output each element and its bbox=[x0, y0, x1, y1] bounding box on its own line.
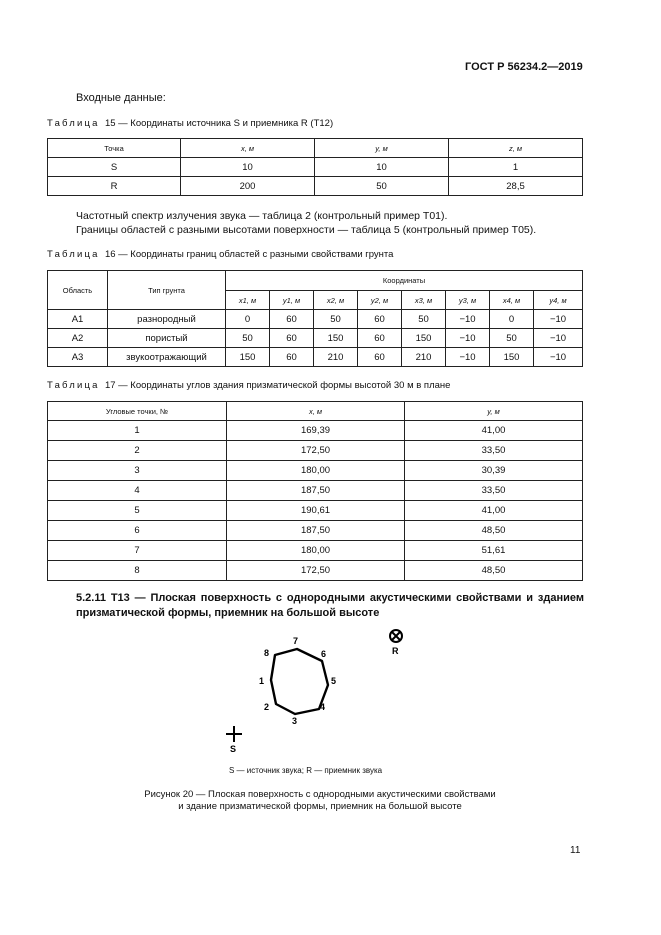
table-cell: 60 bbox=[270, 329, 314, 348]
document-code: ГОСТ Р 56234.2—2019 bbox=[465, 61, 583, 73]
table-cell: 187,50 bbox=[227, 481, 405, 501]
figure-legend: S — источник звука; R — приемник звука bbox=[229, 766, 383, 775]
table-cell: 0 bbox=[226, 310, 270, 329]
table-cell: −10 bbox=[446, 310, 490, 329]
table17 bbox=[47, 401, 583, 581]
table-cell: A2 bbox=[48, 329, 108, 348]
table-row bbox=[48, 329, 583, 348]
table-cell: 28,5 bbox=[449, 177, 583, 196]
table-cell: 50 bbox=[314, 310, 358, 329]
table-row bbox=[48, 521, 583, 541]
table15-header: x, м bbox=[181, 139, 315, 158]
vertex-label: 3 bbox=[292, 716, 298, 726]
table-cell: 8 bbox=[48, 561, 227, 581]
table-cell: −10 bbox=[534, 310, 583, 329]
table-cell: пористый bbox=[108, 329, 226, 348]
table-cell: 150 bbox=[226, 348, 270, 367]
vertex-label: 1 bbox=[259, 676, 265, 686]
table-cell: 150 bbox=[314, 329, 358, 348]
table-cell: 210 bbox=[402, 348, 446, 367]
table17-header: y, м bbox=[405, 402, 583, 421]
table16-subheader: x2, м bbox=[314, 291, 358, 310]
table-row bbox=[48, 481, 583, 501]
table-row bbox=[48, 541, 583, 561]
table-cell: −10 bbox=[446, 348, 490, 367]
table-cell: 1 bbox=[449, 158, 583, 177]
table-cell: разнородный bbox=[108, 310, 226, 329]
table-cell: 5 bbox=[48, 501, 227, 521]
table-cell: A3 bbox=[48, 348, 108, 367]
vertex-label: 5 bbox=[331, 676, 337, 686]
table17-header: Угловые точки, № bbox=[48, 402, 227, 421]
table16-header-type: Тип грунта bbox=[108, 271, 226, 310]
source-label: S bbox=[230, 744, 237, 754]
table16-caption bbox=[47, 249, 393, 260]
table-cell: S bbox=[48, 158, 181, 177]
table-row bbox=[48, 461, 583, 481]
table-cell: 41,00 bbox=[405, 501, 583, 521]
figure-20 bbox=[210, 625, 430, 755]
table-cell: 4 bbox=[48, 481, 227, 501]
table-cell: −10 bbox=[446, 329, 490, 348]
table-cell: 190,61 bbox=[227, 501, 405, 521]
table-cell: 50 bbox=[315, 177, 449, 196]
table15-caption bbox=[47, 118, 333, 129]
table16-subheader: y2, м bbox=[358, 291, 402, 310]
table-cell: 200 bbox=[181, 177, 315, 196]
table-cell: 180,00 bbox=[227, 461, 405, 481]
table-row bbox=[48, 561, 583, 581]
table-cell: 60 bbox=[358, 310, 402, 329]
table-cell: R bbox=[48, 177, 181, 196]
table17-header: x, м bbox=[227, 402, 405, 421]
table16-subheader: x4, м bbox=[490, 291, 534, 310]
table-cell: 187,50 bbox=[227, 521, 405, 541]
table15-prefix: Таблица bbox=[47, 118, 100, 129]
page-number: 11 bbox=[570, 845, 581, 856]
table16-title: 16 — Координаты границ областей с разными свойствами грунта bbox=[104, 249, 394, 260]
table-cell: A1 bbox=[48, 310, 108, 329]
table-cell: 0 bbox=[490, 310, 534, 329]
table-cell: 6 bbox=[48, 521, 227, 541]
table-cell: 10 bbox=[181, 158, 315, 177]
table-cell: −10 bbox=[534, 329, 583, 348]
table-row bbox=[48, 348, 583, 367]
table-cell: 60 bbox=[270, 310, 314, 329]
table16-prefix: Таблица bbox=[47, 249, 100, 260]
receiver-label: R bbox=[392, 646, 399, 656]
table16-subheader: y4, м bbox=[534, 291, 583, 310]
vertex-label: 8 bbox=[264, 648, 270, 658]
table-row bbox=[48, 310, 583, 329]
paragraph-boundaries: Границы областей с разными высотами поверхности — таблица 5 (контрольный пример T05). bbox=[76, 224, 537, 236]
table16-subheader: x1, м bbox=[226, 291, 270, 310]
vertex-label: 2 bbox=[264, 702, 270, 712]
table-cell: 51,61 bbox=[405, 541, 583, 561]
table-cell: 48,50 bbox=[405, 521, 583, 541]
figure-caption bbox=[120, 789, 520, 813]
table-cell: 150 bbox=[490, 348, 534, 367]
table-cell: 2 bbox=[48, 441, 227, 461]
table15-header: z, м bbox=[449, 139, 583, 158]
table-cell: звукоотражающий bbox=[108, 348, 226, 367]
table-cell: 180,00 bbox=[227, 541, 405, 561]
table-cell: 150 bbox=[402, 329, 446, 348]
figure-caption-line: и здание призматической формы, приемник на большой высоте bbox=[178, 801, 462, 812]
table-row bbox=[48, 441, 583, 461]
receiver-marker bbox=[390, 630, 402, 642]
table-cell: 50 bbox=[490, 329, 534, 348]
table-cell: 60 bbox=[358, 329, 402, 348]
vertex-label: 7 bbox=[293, 636, 299, 646]
table-cell: 48,50 bbox=[405, 561, 583, 581]
table16-subheader: y3, м bbox=[446, 291, 490, 310]
table17-caption bbox=[47, 380, 450, 391]
table17-title: 17 — Координаты углов здания призматической формы высотой 30 м в плане bbox=[104, 380, 451, 391]
table16-header-area: Область bbox=[48, 271, 108, 310]
table-cell: 50 bbox=[402, 310, 446, 329]
table-cell: 60 bbox=[270, 348, 314, 367]
table-cell: 60 bbox=[358, 348, 402, 367]
table-cell: 33,50 bbox=[405, 481, 583, 501]
table-row bbox=[48, 501, 583, 521]
table-cell: 210 bbox=[314, 348, 358, 367]
table-cell: 50 bbox=[226, 329, 270, 348]
table15-header: y, м bbox=[315, 139, 449, 158]
table15-title: 15 — Координаты источника S и приемника R (T12) bbox=[104, 118, 334, 129]
table-cell: 172,50 bbox=[227, 441, 405, 461]
vertex-label: 6 bbox=[321, 649, 327, 659]
table-cell: 169,39 bbox=[227, 421, 405, 441]
table-row bbox=[48, 421, 583, 441]
table17-prefix: Таблица bbox=[47, 380, 100, 391]
table-row bbox=[48, 177, 583, 196]
table16-subheader: y1, м bbox=[270, 291, 314, 310]
table-cell: 10 bbox=[315, 158, 449, 177]
table-cell: 33,50 bbox=[405, 441, 583, 461]
table-cell: 7 bbox=[48, 541, 227, 561]
table-cell: 3 bbox=[48, 461, 227, 481]
table-row bbox=[48, 158, 583, 177]
source-marker bbox=[226, 726, 242, 742]
table15 bbox=[47, 138, 583, 196]
table16-subheader: x3, м bbox=[402, 291, 446, 310]
figure-caption-line: Рисунок 20 — Плоская поверхность с однородными акустическими свойствами bbox=[144, 789, 496, 800]
table-cell: 1 bbox=[48, 421, 227, 441]
vertex-label: 4 bbox=[320, 702, 326, 712]
section-heading: 5.2.11 T13 — Плоская поверхность с однородными акустическими свойствами и зданием призматической формы, приемник на большой высоте bbox=[76, 592, 584, 619]
table-cell: 41,00 bbox=[405, 421, 583, 441]
table-cell: 30,39 bbox=[405, 461, 583, 481]
table16 bbox=[47, 270, 583, 367]
table-cell: −10 bbox=[534, 348, 583, 367]
table16-header-coords: Координаты bbox=[226, 271, 583, 291]
intro-text: Входные данные: bbox=[76, 92, 166, 104]
table15-header: Точка bbox=[48, 139, 181, 158]
paragraph-spectrum: Частотный спектр излучения звука — таблица 2 (контрольный пример T01). bbox=[76, 210, 448, 222]
table-cell: 172,50 bbox=[227, 561, 405, 581]
